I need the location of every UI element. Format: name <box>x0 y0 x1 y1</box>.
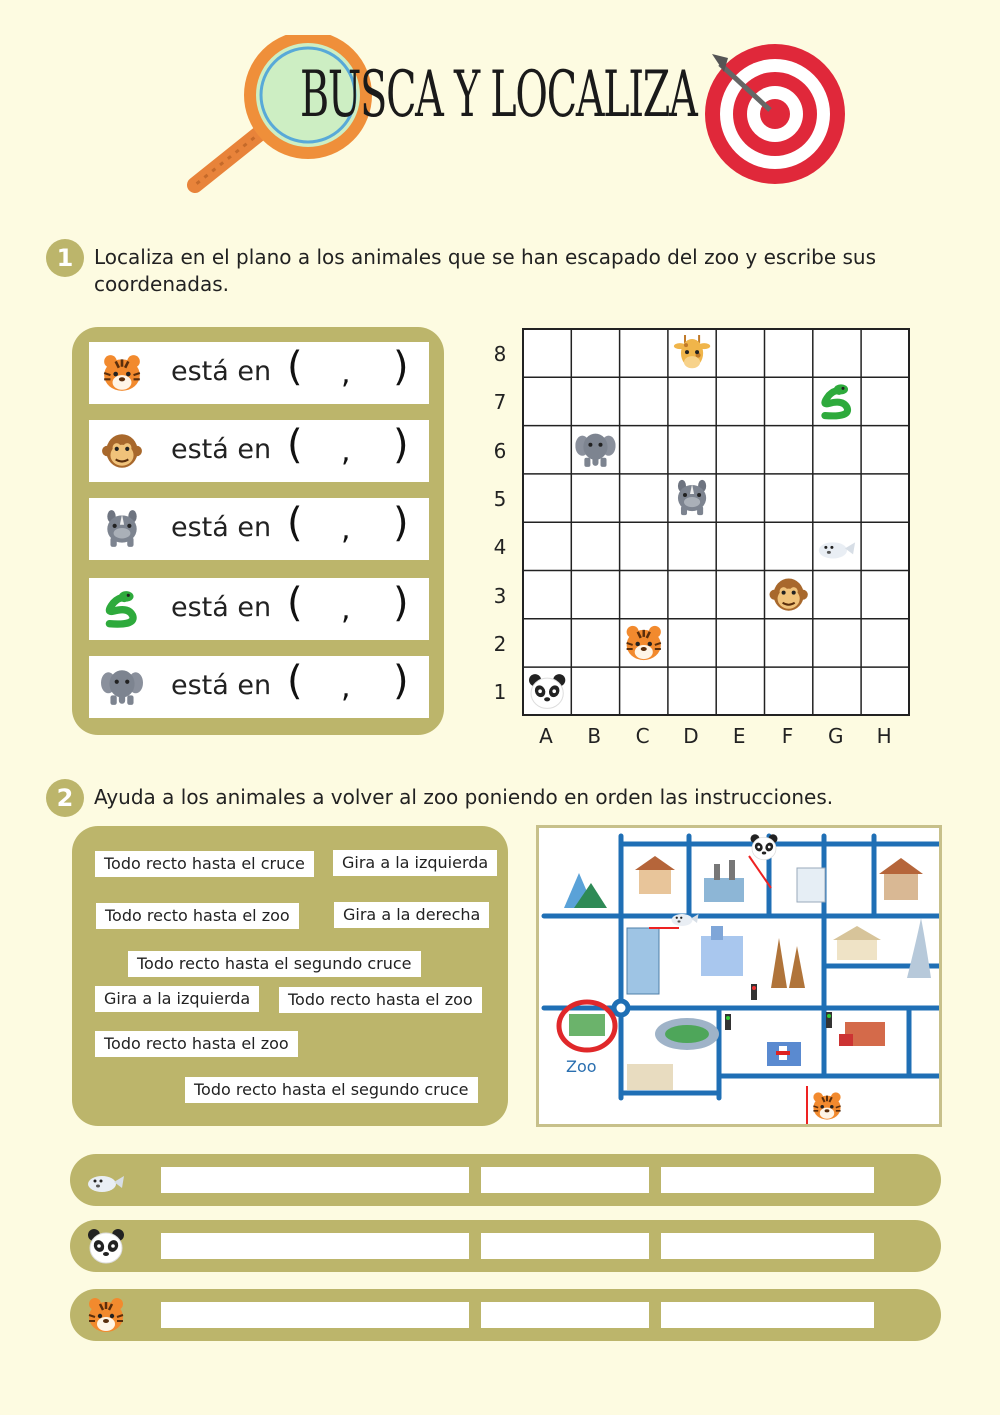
answer-slot[interactable] <box>661 1233 874 1259</box>
y-coordinate-input[interactable] <box>359 666 395 706</box>
esta-en-label: está en <box>171 434 272 465</box>
column-label: D <box>683 724 699 748</box>
row-label: 5 <box>493 486 507 511</box>
column-label: H <box>876 724 892 748</box>
column-label: B <box>587 724 602 748</box>
y-coordinate-input[interactable] <box>359 508 395 548</box>
answer-slot[interactable] <box>161 1233 469 1259</box>
monkey-icon <box>101 430 143 472</box>
close-paren: ) <box>393 500 409 546</box>
y-coordinate-input[interactable] <box>359 352 395 392</box>
answer-slot[interactable] <box>661 1302 874 1328</box>
comma: , <box>341 356 351 391</box>
row-label: 2 <box>493 631 507 656</box>
open-paren: ( <box>287 422 303 468</box>
row-label: 6 <box>493 438 507 463</box>
panda-icon <box>86 1226 126 1266</box>
panda-grid-icon <box>529 674 565 708</box>
comma: , <box>341 592 351 627</box>
page-title: BUSCA Y LOCALIZA <box>300 58 697 132</box>
target-icon <box>700 42 850 192</box>
open-paren: ( <box>287 344 303 390</box>
instruction-card[interactable]: Todo recto hasta el zoo <box>95 1031 298 1057</box>
answer-bar <box>70 1154 941 1206</box>
close-paren: ) <box>393 422 409 468</box>
y-coordinate-input[interactable] <box>359 588 395 628</box>
row-label: 8 <box>493 342 507 366</box>
close-paren: ) <box>393 344 409 390</box>
snake-icon <box>101 588 143 630</box>
instruction-card[interactable]: Gira a la izquierda <box>95 986 259 1012</box>
city-map <box>536 825 942 1127</box>
answer-slot[interactable] <box>161 1167 469 1193</box>
column-label: E <box>732 724 746 748</box>
x-coordinate-input[interactable] <box>307 666 343 706</box>
x-coordinate-input[interactable] <box>307 430 343 470</box>
answer-slot[interactable] <box>161 1302 469 1328</box>
instruction-card[interactable]: Todo recto hasta el zoo <box>96 903 299 929</box>
x-coordinate-input[interactable] <box>307 588 343 628</box>
x-coordinate-input[interactable] <box>307 352 343 392</box>
instruction-card[interactable]: Todo recto hasta el zoo <box>279 987 482 1013</box>
coordinate-row <box>89 498 429 560</box>
open-paren: ( <box>287 580 303 626</box>
comma: , <box>341 670 351 705</box>
close-paren: ) <box>393 580 409 626</box>
answer-slot[interactable] <box>481 1167 649 1193</box>
answer-slot[interactable] <box>661 1167 874 1193</box>
esta-en-label: está en <box>171 512 272 543</box>
open-paren: ( <box>287 500 303 546</box>
rhino-icon <box>101 508 143 550</box>
esta-en-label: está en <box>171 356 272 387</box>
elephant-icon <box>101 666 143 708</box>
instruction-card[interactable]: Todo recto hasta el segundo cruce <box>185 1077 478 1103</box>
answer-slot[interactable] <box>481 1233 649 1259</box>
seal-icon <box>86 1160 126 1200</box>
esta-en-label: está en <box>171 592 272 623</box>
section-2-instruction: Ayuda a los animales a volver al zoo poniendo en orden las instrucciones. <box>94 785 834 809</box>
x-coordinate-input[interactable] <box>307 508 343 548</box>
instruction-card[interactable]: Todo recto hasta el cruce <box>95 851 314 877</box>
instruction-card[interactable]: Gira a la izquierda <box>333 850 497 876</box>
section-2-number: 2 <box>46 779 84 817</box>
instruction-card[interactable]: Gira a la derecha <box>334 902 489 928</box>
row-label: 7 <box>493 390 507 415</box>
comma: , <box>341 434 351 469</box>
answer-bar <box>70 1289 941 1341</box>
y-coordinate-input[interactable] <box>359 430 395 470</box>
instruction-card[interactable]: Todo recto hasta el segundo cruce <box>128 951 421 977</box>
coordinate-row <box>89 578 429 640</box>
row-label: 4 <box>493 535 507 560</box>
comma: , <box>341 512 351 547</box>
tiger-icon <box>86 1295 126 1335</box>
column-label: A <box>539 724 553 748</box>
rhino-grid-icon <box>678 480 706 515</box>
tiger-icon <box>101 352 143 394</box>
coordinate-row <box>89 656 429 718</box>
column-label: C <box>635 724 650 748</box>
coordinate-row <box>89 342 429 404</box>
column-label: G <box>828 724 844 748</box>
open-paren: ( <box>287 658 303 704</box>
section-1-instruction: Localiza en el plano a los animales que se han escapado del zoo y escribe sus coordenadas. <box>94 245 876 296</box>
row-label: 3 <box>493 583 507 608</box>
answer-bar <box>70 1220 941 1272</box>
close-paren: ) <box>393 658 409 704</box>
section-1-number: 1 <box>46 239 84 277</box>
answer-slot[interactable] <box>481 1302 649 1328</box>
zoo-label: Zoo <box>566 1057 597 1076</box>
tiger-grid-icon <box>627 626 661 660</box>
row-label: 1 <box>493 680 507 705</box>
coordinate-row <box>89 420 429 482</box>
column-label: F <box>781 724 794 748</box>
esta-en-label: está en <box>171 670 272 701</box>
